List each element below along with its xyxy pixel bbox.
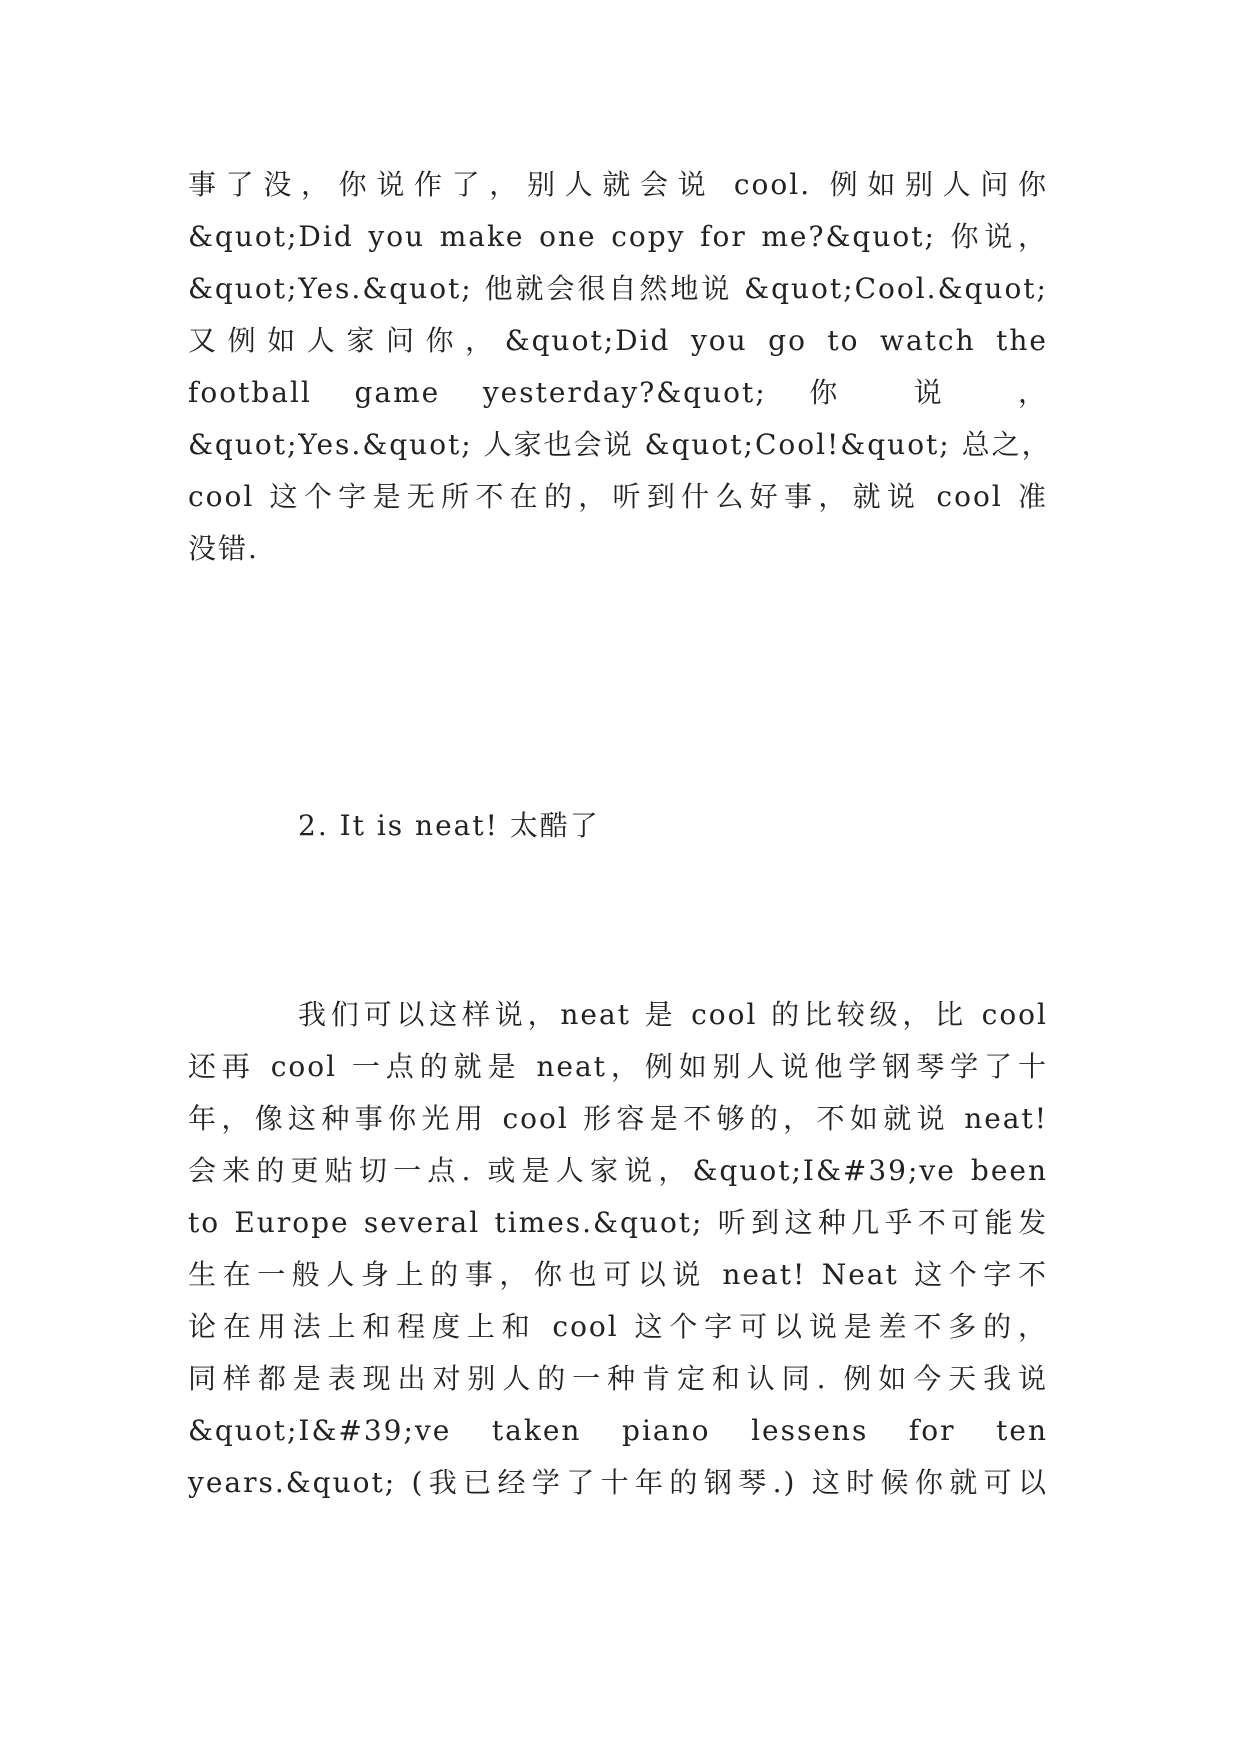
paragraph-1-line-6: &quot;Yes.&quot; 人家也会说 &quot;Cool!&quot; 总之， <box>188 428 1052 461</box>
paragraph-1-line-2: &quot;Did you make one copy for me?&quot; 你说， <box>188 220 1048 253</box>
paragraph-2-line-3: 年，像这种事你光用 cool 形容是不够的，不如就说 neat! <box>188 1102 1048 1135</box>
paragraph-2-line-8: 同样都是表现出对别人的一种肯定和认同. 例如今天我说 <box>188 1362 1048 1395</box>
section-heading-2: 2. It is neat! 太酷了 <box>298 809 600 842</box>
paragraph-2-line-4: 会来的更贴切一点. 或是人家说，&quot;I&#39;ve been <box>188 1154 1048 1187</box>
paragraph-2-line-2: 还再 cool 一点的就是 neat，例如别人说他学钢琴学了十 <box>188 1050 1048 1083</box>
paragraph-2-line-6: 生在一般人身上的事，你也可以说 neat! Neat 这个字不 <box>188 1258 1048 1291</box>
paragraph-1-line-8: 没错. <box>188 532 259 565</box>
paragraph-1-line-5: football game yesterday?&quot; 你 说 ， <box>188 376 1048 409</box>
paragraph-1-line-1: 事了没，你说作了，别人就会说 cool. 例如别人问你 <box>188 168 1048 201</box>
paragraph-2-line-10: years.&quot; (我已经学了十年的钢琴.) 这时候你就可以 <box>188 1466 1048 1499</box>
paragraph-1-line-7: cool 这个字是无所不在的，听到什么好事，就说 cool 准 <box>188 480 1048 513</box>
paragraph-2-line-1: 我们可以这样说，neat 是 cool 的比较级，比 cool <box>298 998 1048 1031</box>
paragraph-2-line-5: to Europe several times.&quot; 听到这种几乎不可能发 <box>188 1206 1048 1239</box>
paragraph-2-line-7: 论在用法上和程度上和 cool 这个字可以说是差不多的， <box>188 1310 1048 1343</box>
paragraph-1-line-4: 又例如人家问你，&quot;Did you go to watch the <box>188 324 1048 357</box>
paragraph-1-line-3: &quot;Yes.&quot; 他就会很自然地说 &quot;Cool.&quot; <box>188 272 1048 305</box>
paragraph-2-line-9: &quot;I&#39;ve taken piano lessens for ten <box>188 1414 1048 1447</box>
